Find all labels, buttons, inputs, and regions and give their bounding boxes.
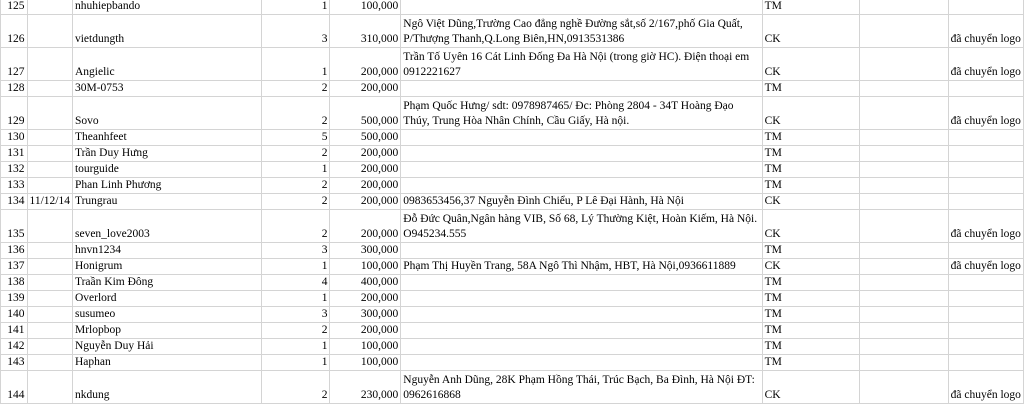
quantity-cell[interactable]: 1 [261,162,329,178]
username-cell[interactable]: Mrlopbop [72,323,261,339]
amount-cell[interactable]: 310,000 [330,15,401,48]
amount-cell[interactable]: 500,000 [330,97,401,130]
note-cell[interactable]: đã chuyển logo [948,371,1023,404]
empty-cell[interactable] [860,291,949,307]
note-cell[interactable] [948,0,1023,15]
date-cell[interactable] [27,162,72,178]
payment-method-cell[interactable]: TM [762,146,860,162]
payment-method-cell[interactable]: TM [762,307,860,323]
table-row[interactable] [1,81,1024,97]
username-cell[interactable]: nhuhiepbando [72,0,261,15]
note-cell[interactable] [948,275,1023,291]
table-row[interactable] [1,275,1024,291]
empty-cell[interactable] [860,0,949,15]
empty-cell[interactable] [860,146,949,162]
payment-method-cell[interactable]: CK [762,15,860,48]
table-row[interactable] [1,259,1024,275]
date-cell[interactable] [27,0,72,15]
amount-cell[interactable]: 100,000 [330,339,401,355]
date-cell[interactable] [27,259,72,275]
address-cell[interactable] [401,323,762,339]
note-cell[interactable] [948,355,1023,371]
payment-method-cell[interactable]: TM [762,355,860,371]
payment-method-cell[interactable]: CK [762,210,860,243]
table-row[interactable] [1,178,1024,194]
address-cell[interactable] [401,146,762,162]
empty-cell[interactable] [860,339,949,355]
table-row[interactable] [1,210,1024,243]
address-cell[interactable] [401,307,762,323]
note-cell[interactable] [948,178,1023,194]
username-cell[interactable]: tourguide [72,162,261,178]
date-cell[interactable] [27,48,72,81]
row-number-cell[interactable]: 125 [1,0,28,15]
row-number-cell[interactable]: 135 [1,210,28,243]
username-cell[interactable]: Theanhfeet [72,130,261,146]
username-cell[interactable]: nkdung [72,371,261,404]
payment-method-cell[interactable]: TM [762,243,860,259]
payment-method-cell[interactable]: TM [762,162,860,178]
empty-cell[interactable] [860,178,949,194]
note-cell[interactable]: đã chuyển logo [948,48,1023,81]
payment-method-cell[interactable]: TM [762,130,860,146]
table-row[interactable] [1,291,1024,307]
quantity-cell[interactable]: 3 [261,15,329,48]
note-cell[interactable] [948,81,1023,97]
empty-cell[interactable] [860,81,949,97]
date-cell[interactable] [27,291,72,307]
row-number-cell[interactable]: 136 [1,243,28,259]
username-cell[interactable]: vietdungth [72,15,261,48]
row-number-cell[interactable]: 132 [1,162,28,178]
empty-cell[interactable] [860,194,949,210]
username-cell[interactable]: Traần Kim Đông [72,275,261,291]
date-cell[interactable] [27,243,72,259]
quantity-cell[interactable]: 5 [261,130,329,146]
username-cell[interactable]: Trần Duy Hưng [72,146,261,162]
payment-method-cell[interactable]: TM [762,291,860,307]
username-cell[interactable]: Nguyễn Duy Hải [72,339,261,355]
empty-cell[interactable] [860,307,949,323]
note-cell[interactable]: đã chuyển logo [948,259,1023,275]
amount-cell[interactable]: 200,000 [330,178,401,194]
table-row[interactable] [1,48,1024,81]
note-cell[interactable]: đã chuyển logo [948,97,1023,130]
row-number-cell[interactable]: 141 [1,323,28,339]
date-cell[interactable] [27,355,72,371]
amount-cell[interactable]: 400,000 [330,275,401,291]
address-cell[interactable]: 0983653456,37 Nguyễn Đình Chiểu, P Lê Đại Hành, Hà Nội [401,194,762,210]
row-number-cell[interactable]: 133 [1,178,28,194]
row-number-cell[interactable]: 128 [1,81,28,97]
date-cell[interactable] [27,323,72,339]
address-cell[interactable] [401,355,762,371]
quantity-cell[interactable]: 1 [261,259,329,275]
date-cell[interactable] [27,81,72,97]
table-row[interactable] [1,243,1024,259]
date-cell[interactable] [27,339,72,355]
amount-cell[interactable]: 200,000 [330,48,401,81]
row-number-cell[interactable]: 127 [1,48,28,81]
address-cell[interactable] [401,0,762,15]
row-number-cell[interactable]: 144 [1,371,28,404]
amount-cell[interactable]: 300,000 [330,307,401,323]
address-cell[interactable] [401,291,762,307]
row-number-cell[interactable]: 143 [1,355,28,371]
username-cell[interactable]: seven_love2003 [72,210,261,243]
quantity-cell[interactable]: 1 [261,355,329,371]
empty-cell[interactable] [860,210,949,243]
username-cell[interactable]: hnvn1234 [72,243,261,259]
table-row[interactable] [1,97,1024,130]
amount-cell[interactable]: 500,000 [330,130,401,146]
row-number-cell[interactable]: 139 [1,291,28,307]
note-cell[interactable] [948,146,1023,162]
username-cell[interactable]: Haphan [72,355,261,371]
payment-method-cell[interactable]: TM [762,339,860,355]
table-row[interactable] [1,307,1024,323]
address-cell[interactable] [401,130,762,146]
username-cell[interactable]: Trungrau [72,194,261,210]
date-cell[interactable]: 11/12/14 [27,194,72,210]
amount-cell[interactable]: 300,000 [330,243,401,259]
quantity-cell[interactable]: 2 [261,97,329,130]
payment-method-cell[interactable]: CK [762,97,860,130]
payment-method-cell[interactable]: CK [762,371,860,404]
quantity-cell[interactable]: 1 [261,48,329,81]
empty-cell[interactable] [860,162,949,178]
table-row[interactable] [1,130,1024,146]
quantity-cell[interactable]: 1 [261,339,329,355]
amount-cell[interactable]: 200,000 [330,146,401,162]
username-cell[interactable]: Overlord [72,291,261,307]
payment-method-cell[interactable]: TM [762,323,860,339]
empty-cell[interactable] [860,355,949,371]
username-cell[interactable]: Sovo [72,97,261,130]
row-number-cell[interactable]: 137 [1,259,28,275]
payment-method-cell[interactable]: TM [762,0,860,15]
amount-cell[interactable]: 200,000 [330,81,401,97]
quantity-cell[interactable]: 3 [261,243,329,259]
quantity-cell[interactable]: 1 [261,291,329,307]
address-cell[interactable]: Nguyễn Anh Dũng, 28K Phạm Hồng Thái, Trúc Bạch, Ba Đình, Hà Nội ĐT: 0962616868 [401,371,762,404]
row-number-cell[interactable]: 134 [1,194,28,210]
table-row[interactable] [1,194,1024,210]
payment-method-cell[interactable]: CK [762,48,860,81]
amount-cell[interactable]: 200,000 [330,291,401,307]
row-number-cell[interactable]: 140 [1,307,28,323]
date-cell[interactable] [27,307,72,323]
table-row[interactable] [1,371,1024,404]
quantity-cell[interactable]: 2 [261,371,329,404]
address-cell[interactable]: Trần Tố Uyên 16 Cát Linh Đống Đa Hà Nội (trong giờ HC). Điện thoại em 0912221627 [401,48,762,81]
amount-cell[interactable]: 200,000 [330,210,401,243]
note-cell[interactable] [948,162,1023,178]
row-number-cell[interactable]: 126 [1,15,28,48]
amount-cell[interactable]: 230,000 [330,371,401,404]
date-cell[interactable] [27,146,72,162]
payment-method-cell[interactable]: CK [762,259,860,275]
payment-method-cell[interactable]: CK [762,194,860,210]
empty-cell[interactable] [860,243,949,259]
address-cell[interactable]: Ngô Việt Dũng,Trường Cao đẳng nghề Đường sắt,số 2/167,phố Gia Quất, P/Thượng Thanh,Q.Long Biên,HN,0913531386 [401,15,762,48]
note-cell[interactable] [948,307,1023,323]
address-cell[interactable] [401,339,762,355]
table-row[interactable] [1,146,1024,162]
table-row[interactable] [1,0,1024,15]
row-number-cell[interactable]: 142 [1,339,28,355]
date-cell[interactable] [27,210,72,243]
note-cell[interactable] [948,130,1023,146]
address-cell[interactable] [401,243,762,259]
address-cell[interactable]: Đỗ Đức Quân,Ngân hàng VIB, Số 68, Lý Thường Kiệt, Hoàn Kiếm, Hà Nội. O945234.555 [401,210,762,243]
payment-method-cell[interactable]: TM [762,275,860,291]
empty-cell[interactable] [860,97,949,130]
date-cell[interactable] [27,130,72,146]
table-body [1,0,1024,404]
table-row[interactable] [1,15,1024,48]
empty-cell[interactable] [860,323,949,339]
empty-cell[interactable] [860,15,949,48]
note-cell[interactable]: đã chuyển logo [948,15,1023,48]
table-row[interactable] [1,162,1024,178]
quantity-cell[interactable]: 1 [261,0,329,15]
empty-cell[interactable] [860,259,949,275]
payment-method-cell[interactable]: TM [762,81,860,97]
empty-cell[interactable] [860,371,949,404]
username-cell[interactable]: Angielic [72,48,261,81]
table-row[interactable] [1,355,1024,371]
date-cell[interactable] [27,275,72,291]
username-cell[interactable]: Phan Linh Phương [72,178,261,194]
username-cell[interactable]: Honigrum [72,259,261,275]
date-cell[interactable] [27,371,72,404]
note-cell[interactable] [948,339,1023,355]
table-row[interactable] [1,339,1024,355]
note-cell[interactable]: đã chuyển logo [948,210,1023,243]
amount-cell[interactable]: 100,000 [330,355,401,371]
date-cell[interactable] [27,15,72,48]
username-cell[interactable]: susumeo [72,307,261,323]
address-cell[interactable] [401,81,762,97]
note-cell[interactable] [948,323,1023,339]
quantity-cell[interactable]: 2 [261,323,329,339]
note-cell[interactable] [948,243,1023,259]
date-cell[interactable] [27,97,72,130]
quantity-cell[interactable]: 2 [261,81,329,97]
amount-cell[interactable]: 100,000 [330,259,401,275]
amount-cell[interactable]: 200,000 [330,194,401,210]
note-cell[interactable] [948,291,1023,307]
address-cell[interactable] [401,275,762,291]
address-cell[interactable] [401,178,762,194]
quantity-cell[interactable]: 3 [261,307,329,323]
quantity-cell[interactable]: 2 [261,210,329,243]
address-cell[interactable]: Phạm Thị Huyền Trang, 58A Ngô Thì Nhậm, HBT, Hà Nội,0936611889 [401,259,762,275]
table-row[interactable] [1,323,1024,339]
note-cell[interactable] [948,194,1023,210]
row-number-cell[interactable]: 138 [1,275,28,291]
row-number-cell[interactable]: 131 [1,146,28,162]
payment-method-cell[interactable]: TM [762,178,860,194]
amount-cell[interactable]: 200,000 [330,323,401,339]
amount-cell[interactable]: 100,000 [330,0,401,15]
quantity-cell[interactable]: 2 [261,178,329,194]
row-number-cell[interactable]: 129 [1,97,28,130]
quantity-cell[interactable]: 4 [261,275,329,291]
amount-cell[interactable]: 200,000 [330,162,401,178]
quantity-cell[interactable]: 2 [261,146,329,162]
empty-cell[interactable] [860,275,949,291]
empty-cell[interactable] [860,130,949,146]
quantity-cell[interactable]: 2 [261,194,329,210]
username-cell[interactable]: 30M-0753 [72,81,261,97]
address-cell[interactable] [401,162,762,178]
address-cell[interactable]: Phạm Quốc Hưng/ sdt: 0978987465/ Đc: Phòng 2804 - 34T Hoàng Đạo Thúy, Trung Hòa Nhân Chính, Cầu Giấy, Hà nội. [401,97,762,130]
empty-cell[interactable] [860,48,949,81]
date-cell[interactable] [27,178,72,194]
row-number-cell[interactable]: 130 [1,130,28,146]
